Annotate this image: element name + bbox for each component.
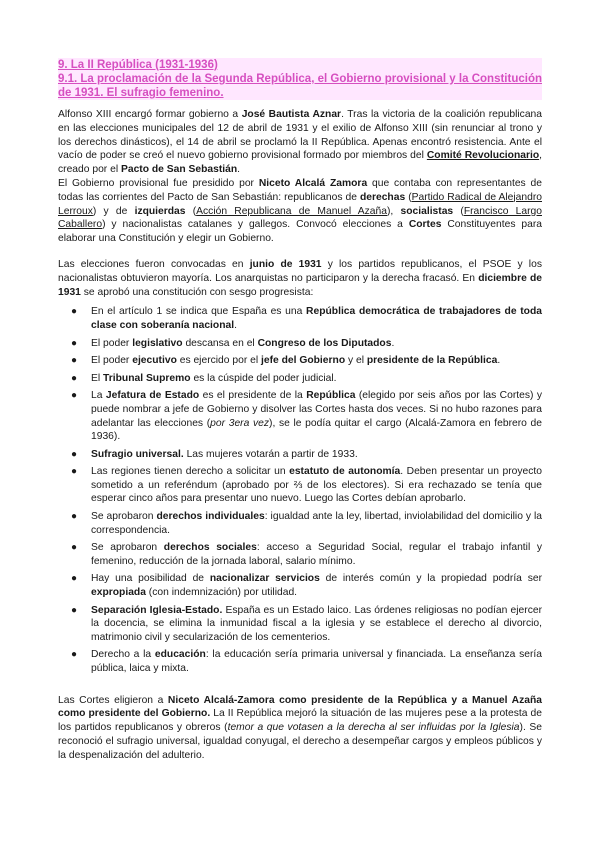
bullet-icon: ● (71, 542, 78, 554)
list-item: ● En el artículo 1 se indica que España es una República democrática de trabajadores de toda clase con soberanía nacional. (71, 306, 542, 331)
list-item: ● El poder ejecutivo es ejercido por el jefe del Gobierno y el presidente de la República. (71, 355, 501, 367)
list-item: ● La Jefatura de Estado es el presidente de la República (elegido por seis años por las Cortes) y puede nombrar a jefe de Gobierno y disolver las Cortes hasta dos veces. Si no hubo razones para adelantar las elecciones (por 3era vez), se le podía quitar el cargo (Alcalá-Zamora en febrero de 1936). (71, 390, 542, 443)
bullet-icon: ● (71, 573, 78, 585)
paragraph-elecciones: Las elecciones fueron convocadas en junio de 1931 y los partidos republicanos, el PSOE y los nacionalistas obtuvieron mayoría. Los anarquistas no participaron y la derecha fracasó. En diciembre de 1931 se aprobó una constitución con sesgo progresista: (58, 258, 542, 298)
bullet-icon: ● (71, 390, 78, 402)
list-item: ● El Tribunal Supremo es la cúspide del poder judicial. (71, 372, 337, 384)
bullet-icon: ● (71, 337, 78, 349)
list-item: ● Se aprobaron derechos individuales: igualdad ante la ley, libertad, inviolabilidad del domicilio y la correspondencia. (71, 511, 543, 536)
section-title: 9. La II República (1931-1936) (58, 58, 542, 72)
paragraph-gobierno-provisional: El Gobierno provisional fue presidido por Niceto Alcalá Zamora que contaba con representantes de todas las corrientes del Pacto de San Sebastián: republicanos de derechas (Partido Radical de Alejandro Lerroux) y de izquierdas (Acción Republicana de Manuel Azaña), socialistas (Francisco Largo Caballero) y nacionalistas catalanes y gallegos. Convocó elecciones a Cortes Constituyentes para elaborar una Constitución y elegir un Gobierno. (58, 177, 543, 245)
subsection-title: 9.1. La proclamación de la Segunda República, el Gobierno provisional y la Constitución de 1931. El sufragio femenino. (58, 73, 542, 99)
document-content (58, 58, 542, 763)
list-item: ● Las regiones tienen derecho a solicitar un estatuto de autonomía. Deben presentar un proyecto sometido a un referéndum (aprobado por ⅔ de los electores). Si era rechazado se tenía que esperar cinco años para presentar uno nuevo. Luego las Cortes debían aprobarlo. (71, 466, 542, 505)
paragraph-cortes: Las Cortes eligieron a Niceto Alcalá-Zamora como presidente de la República y a Manuel Azaña como presidente del Gobierno. La II República mejoró la situación de las mujeres pese a la protesta de los partidos republicanos y obreros (temor a que votasen a la derecha al ser influidas por la Iglesia). Se reconoció el sufragio universal, igualdad conyugal, el derecho a desempeñar cargos y empleos públicos y la despenalización del adulterio. (58, 694, 543, 761)
bullet-icon: ● (71, 466, 78, 478)
bullet-icon: ● (71, 604, 78, 616)
constitution-list (58, 305, 542, 675)
bullet-icon: ● (71, 355, 78, 367)
list-item: ● Sufragio universal. Las mujeres votarán a partir de 1933. (71, 448, 358, 460)
bullet-icon: ● (71, 511, 78, 523)
list-item: ● Hay una posibilidad de nacionalizar servicios de interés común y la propiedad podría ser expropiada (con indemnización) por utilidad. (71, 573, 543, 599)
bullet-icon: ● (71, 448, 78, 460)
bullet-icon: ● (71, 372, 78, 384)
bullet-icon: ● (71, 306, 78, 318)
list-item: ● Derecho a la educación: la educación sería primaria universal y financiada. La enseñanza sería pública, laica y mixta. (71, 649, 543, 675)
list-item: ● Se aprobaron derechos sociales: acceso a Seguridad Social, regular el trabajo infantil y femenino, reducción de la jornada laboral, salario mínimo. (71, 542, 542, 567)
bullet-icon: ● (71, 649, 78, 661)
list-item: ● Separación Iglesia-Estado. España es un Estado laico. Las órdenes religiosas no podían ejercer la docencia, se elimina la inmunidad fiscal a la iglesia y se establece el derecho al divorcio, matrimonio civil y secularización de los cementerios. (71, 604, 542, 643)
list-item: ● El poder legislativo descansa en el Congreso de los Diputados. (71, 337, 395, 349)
paragraph-aznar: Alfonso XIII encargó formar gobierno a José Bautista Aznar. Tras la victoria de la coalición republicana en las elecciones municipales del 12 de abril de 1931 y el exilio de Alfonso XIII (sin renunciar al trono y los derechos dinásticos), el 14 de abril se proclamó la II República. Apenas encontró resistencia. Ante el vacío de poder se creó el nuevo gobierno provisional formado por miembros del Comité Revolucionario, creado por el Pacto de San Sebastián. (58, 109, 542, 176)
